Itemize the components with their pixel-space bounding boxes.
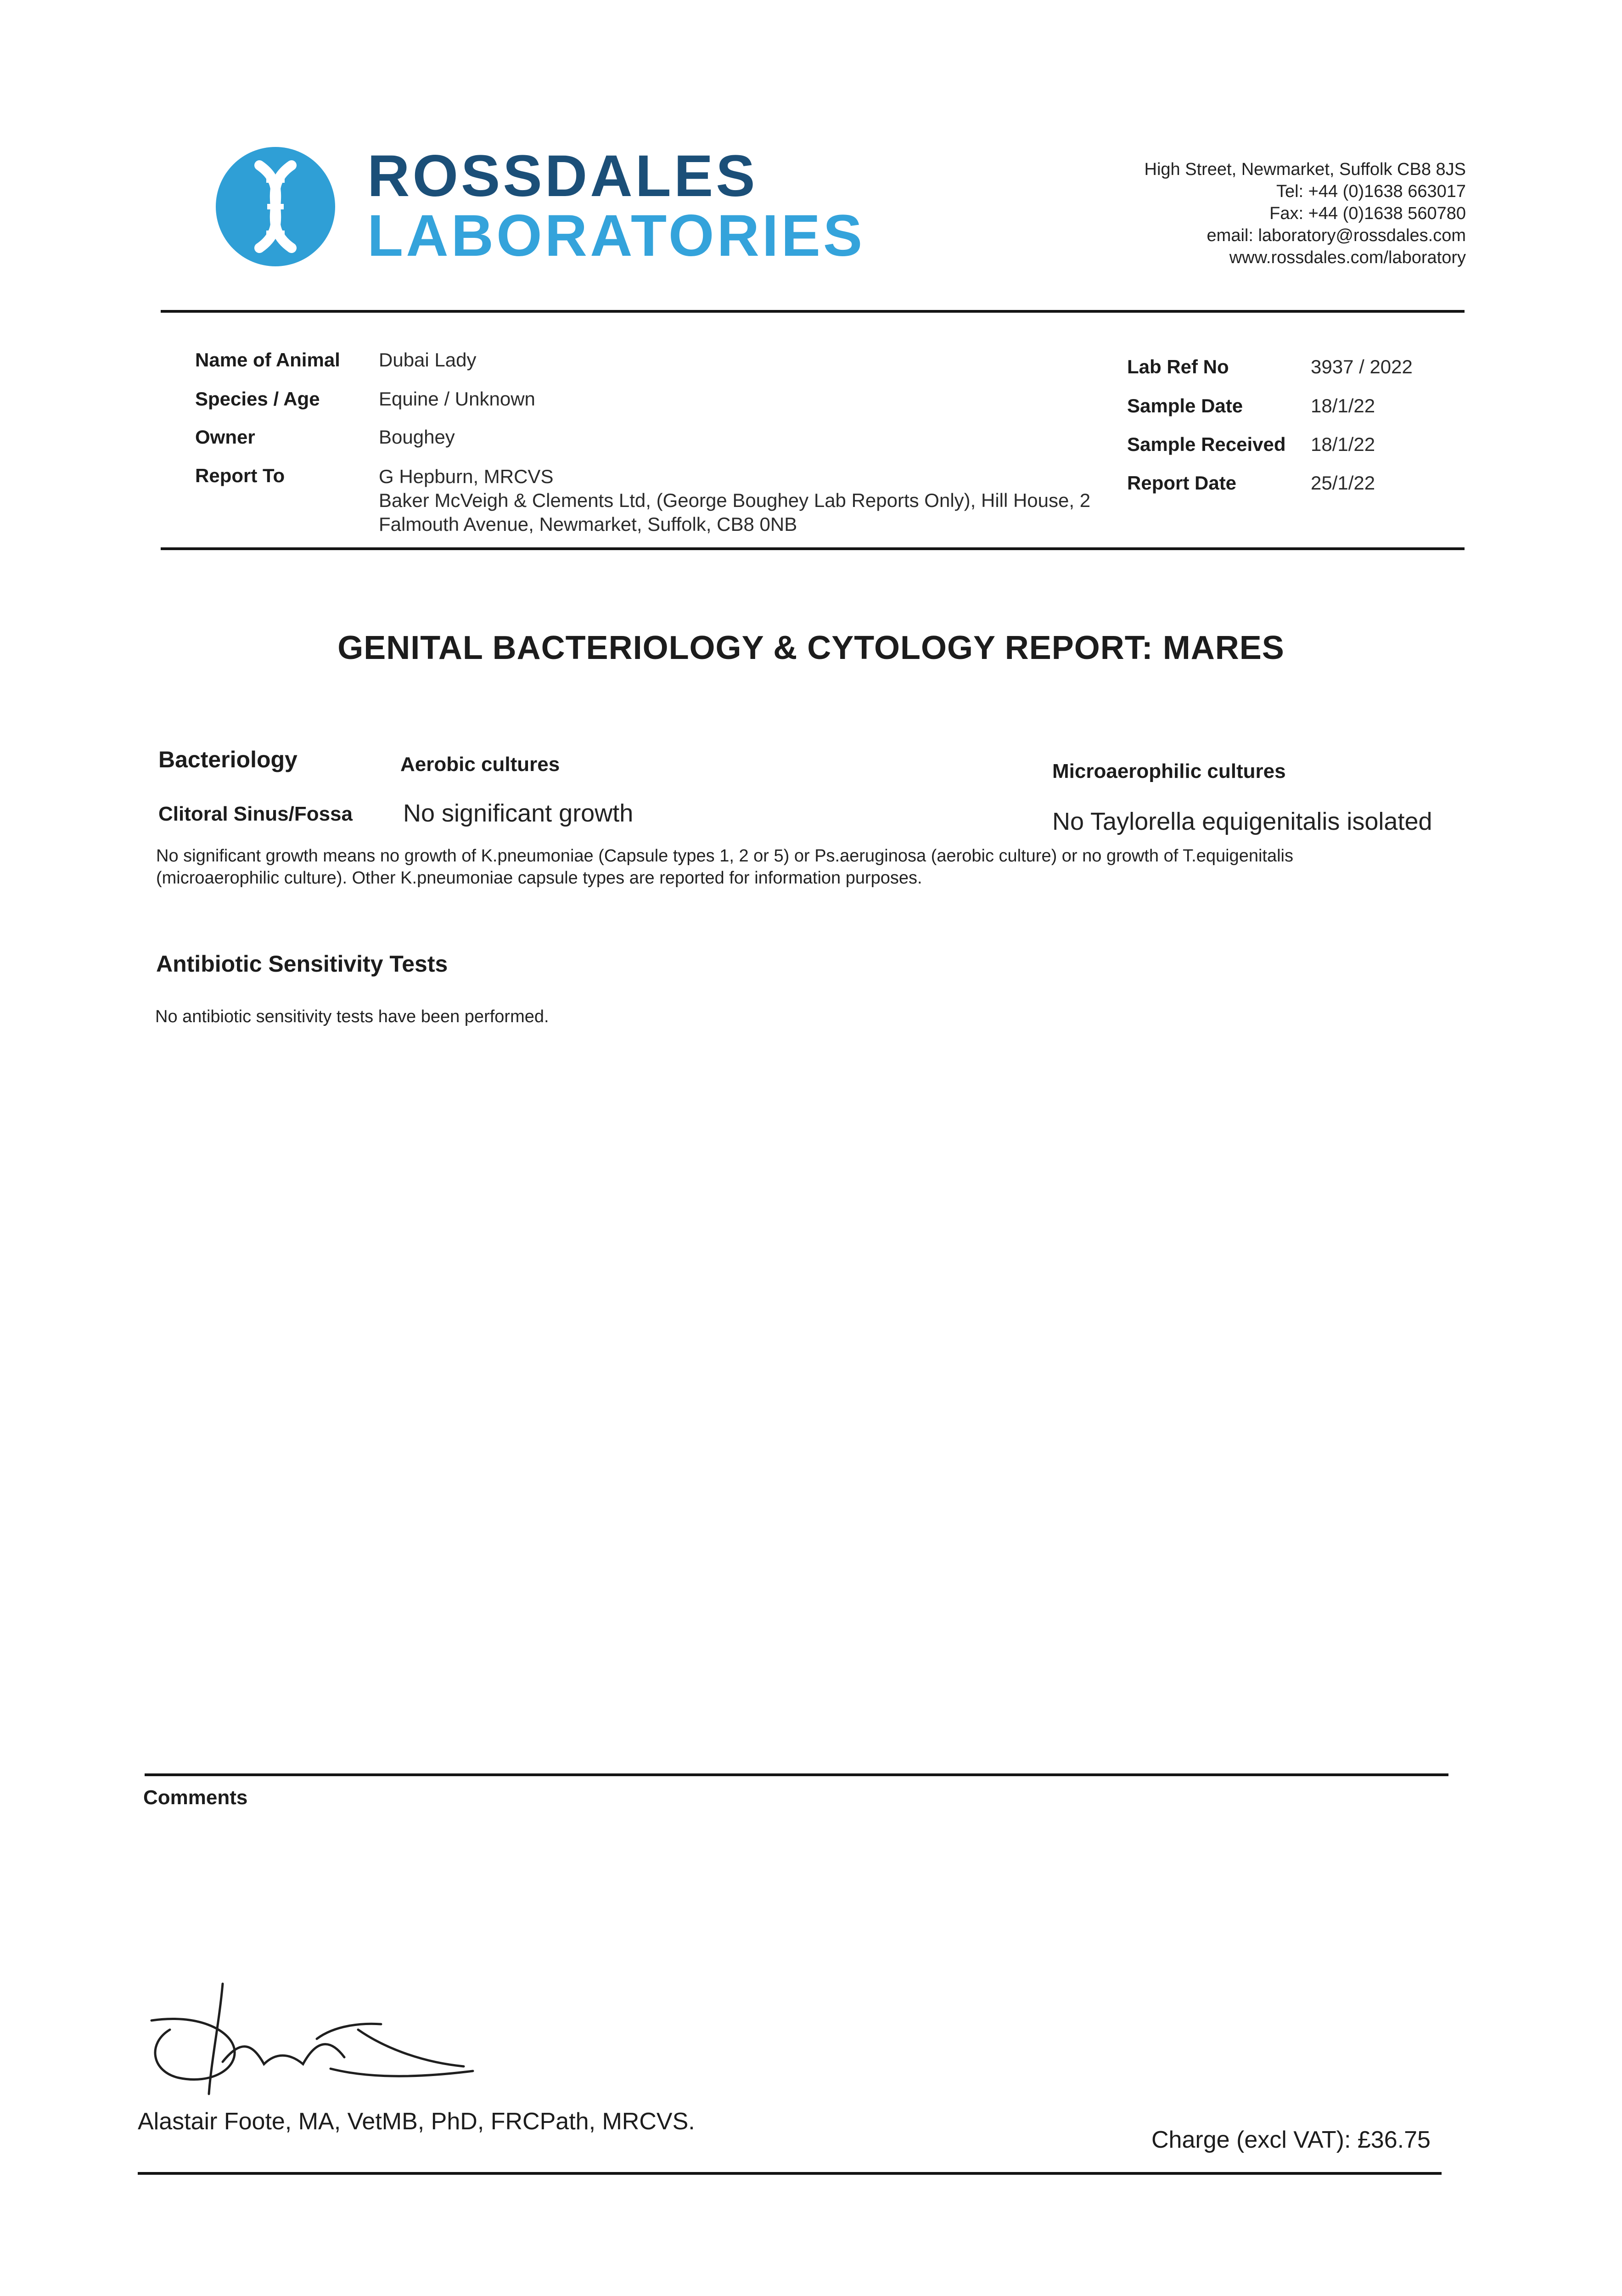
aerobic-result: No significant growth — [403, 799, 634, 827]
info-divider — [161, 547, 1465, 550]
logo-wordmark-laboratories: LABORATORIES — [367, 203, 865, 269]
report-to-label: Report To — [195, 465, 285, 486]
report-to-practice: Baker McVeigh & Clements Ltd, (George Boughey Lab Reports Only), Hill House, 2 — [379, 490, 1091, 511]
report-to-value — [379, 465, 1090, 536]
report-date-value: 25/1/22 — [1311, 472, 1375, 494]
species-age-value: Equine / Unknown — [379, 388, 535, 410]
dna-helix-icon — [216, 147, 335, 266]
lab-address-block — [1145, 158, 1466, 269]
owner-value: Boughey — [379, 426, 455, 448]
header-divider — [161, 310, 1465, 313]
report-to-vet: G Hepburn, MRCVS — [379, 466, 554, 487]
charge-amount: Charge (excl VAT): £36.75 — [1151, 2127, 1431, 2153]
logo-wordmark-rossdales: ROSSDALES — [367, 143, 758, 209]
footer-divider — [138, 2172, 1442, 2175]
comments-heading: Comments — [143, 1786, 248, 1809]
sample-date-label: Sample Date — [1127, 395, 1243, 416]
antibiotic-heading: Antibiotic Sensitivity Tests — [156, 951, 448, 977]
microaerophilic-cultures-header: Microaerophilic cultures — [1052, 760, 1286, 782]
report-date-label: Report Date — [1127, 472, 1237, 494]
bacteriology-note-line-2: (microaerophilic culture). Other K.pneumoniae capsule types are reported for information purposes. — [156, 868, 922, 888]
microaerophilic-result: No Taylorella equigenitalis isolated — [1052, 808, 1432, 835]
report-title: GENITAL BACTERIOLOGY & CYTOLOGY REPORT: MARES — [337, 630, 1285, 666]
owner-label: Owner — [195, 426, 255, 448]
name-of-animal-value: Dubai Lady — [379, 349, 477, 371]
address-tel: Tel: +44 (0)1638 663017 — [1276, 182, 1466, 201]
signatory-name: Alastair Foote, MA, VetMB, PhD, FRCPath, MRCVS. — [138, 2108, 695, 2135]
address-web: www.rossdales.com/laboratory — [1229, 248, 1466, 267]
address-fax: Fax: +44 (0)1638 560780 — [1269, 204, 1466, 223]
address-street: High Street, Newmarket, Suffolk CB8 8JS — [1144, 160, 1466, 179]
name-of-animal-label: Name of Animal — [195, 349, 340, 371]
bacteriology-note-line-1: No significant growth means no growth of K.pneumoniae (Capsule types 1, 2 or 5) or Ps.aeruginosa (aerobic culture) or no growth of T.equigenitalis — [156, 846, 1293, 866]
bacteriology-heading: Bacteriology — [158, 747, 297, 772]
aerobic-cultures-header: Aerobic cultures — [400, 753, 560, 776]
lab-ref-value: 3937 / 2022 — [1311, 356, 1413, 377]
address-email: email: laboratory@rossdales.com — [1207, 226, 1466, 245]
report-to-address: Falmouth Avenue, Newmarket, Suffolk, CB8 0NB — [379, 513, 797, 535]
comments-divider — [145, 1773, 1448, 1776]
sample-received-value: 18/1/22 — [1311, 433, 1375, 455]
sample-received-label: Sample Received — [1127, 433, 1286, 455]
sample-site: Clitoral Sinus/Fossa — [158, 803, 353, 825]
logo-badge — [216, 147, 335, 266]
signature-mark — [142, 1970, 491, 2103]
bacteriology-note — [156, 845, 1487, 889]
sample-date-value: 18/1/22 — [1311, 395, 1375, 416]
antibiotic-text: No antibiotic sensitivity tests have been performed. — [155, 1007, 549, 1026]
lab-ref-label: Lab Ref No — [1127, 356, 1229, 377]
species-age-label: Species / Age — [195, 388, 320, 410]
